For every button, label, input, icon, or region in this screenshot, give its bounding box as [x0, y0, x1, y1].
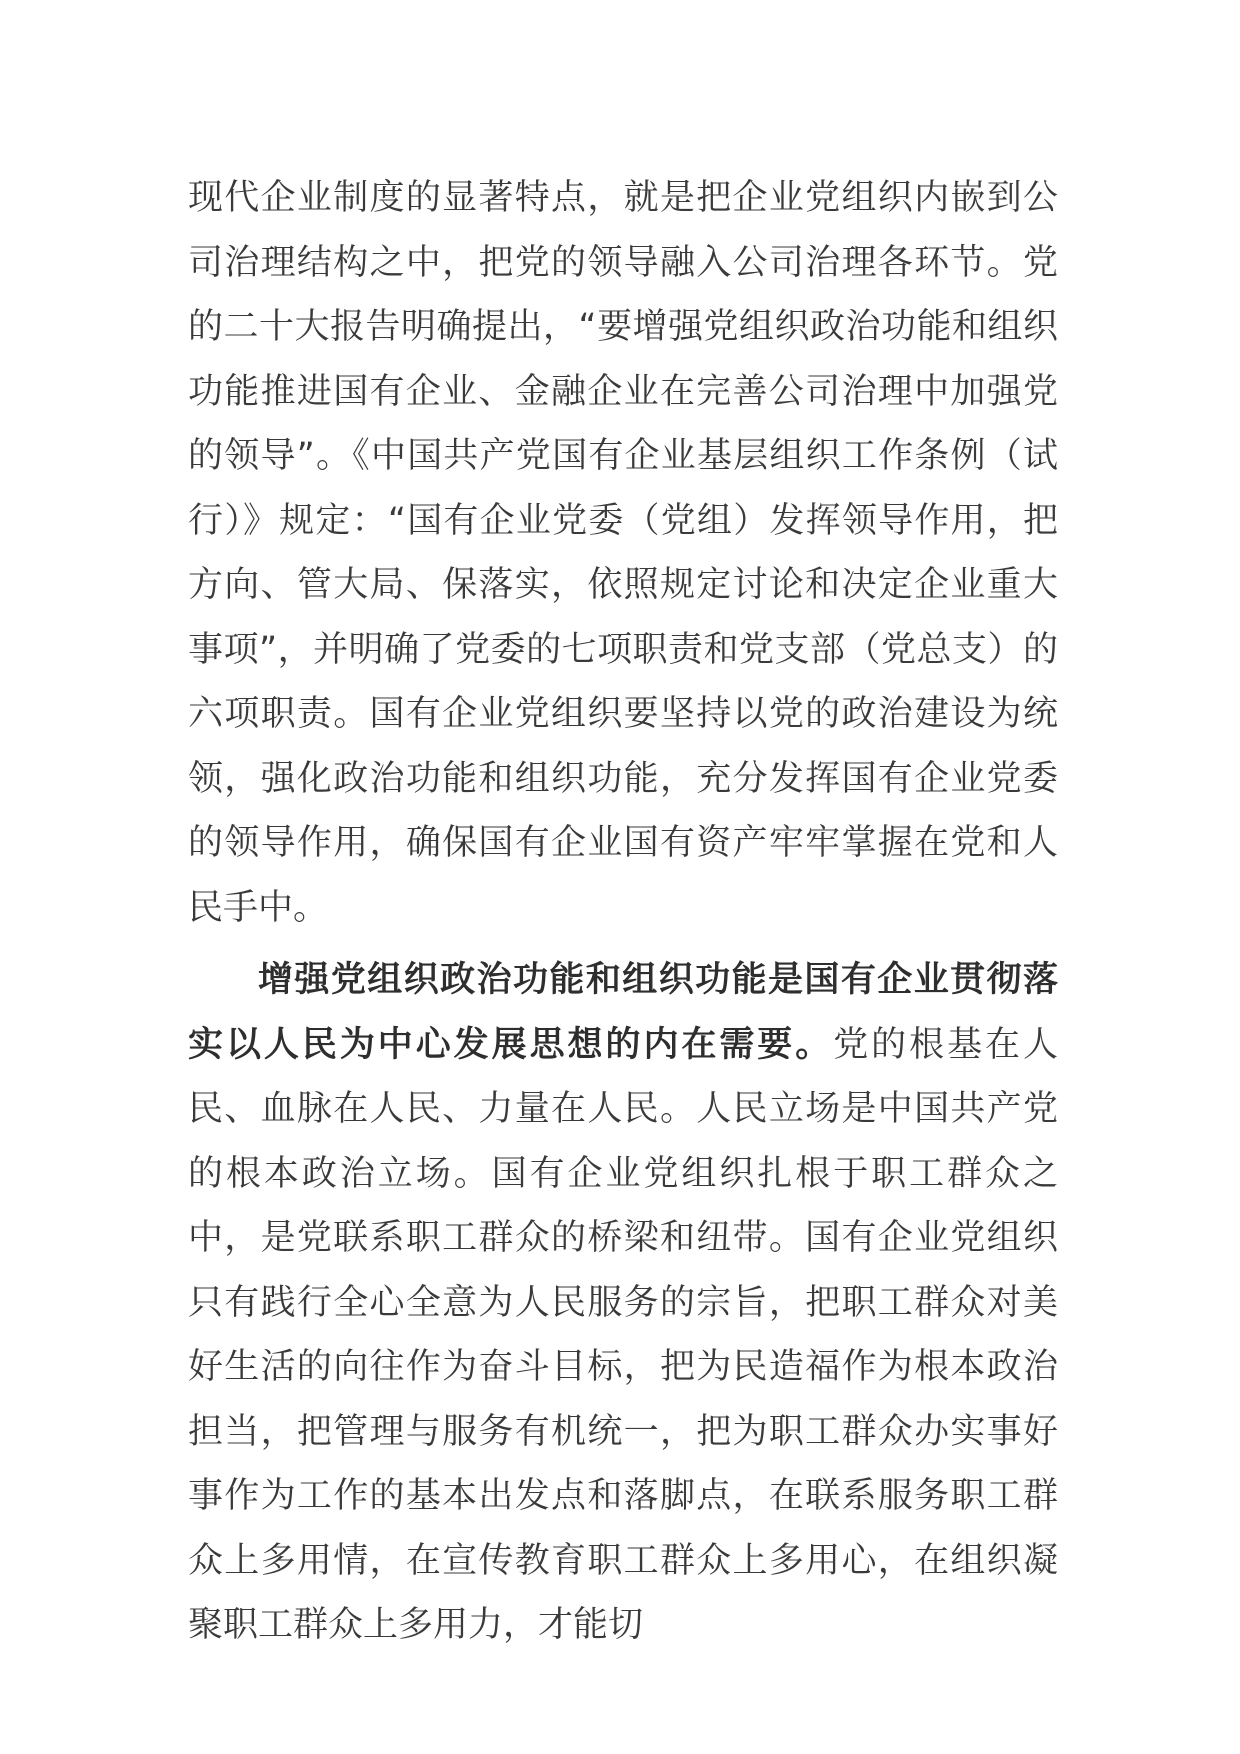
paragraph-1-text: 现代企业制度的显著特点，就是把企业党组织内嵌到公司治理结构之中，把党的领导融入公司治理各环节。党的二十大报告明确提出，“要增强党组织政治功能和组织功能推进国有企业、金融企业在完善公司治理中加强党的领导”。《中国共产党国有企业基层组织工作条例（试行）》规定：“国有企业党委（党组）发挥领导作用，把方向、管大局、保落实，依照规定讨论和决定企业重大事项”，并明确了党委的七项职责和党支部（党总支）的六项职责。国有企业党组织要坚持以党的政治建设为统领，强化政治功能和组织功能，充分发挥国有企业党委的领导作用，确保国有企业国有资产牢牢掌握在党和人民手中。 — [188, 178, 1058, 928]
paragraph-2-lead: 增强党组织政治功能和组织功能是国有企业贯彻落实以人民为中心发展思想的内在需要。 — [188, 960, 1058, 1065]
body-text — [188, 166, 1058, 1658]
paragraph-2-text: 党的根基在人民、血脉在人民、力量在人民。人民立场是中国共产党的根本政治立场。国有企业党组织扎根于职工群众之中，是党联系职工群众的桥梁和纽带。国有企业党组织只有践行全心全意为人民服务的宗旨，把职工群众对美好生活的向往作为奋斗目标，把为民造福作为根本政治担当，把管理与服务有机统一，把为职工群众办实事好事作为工作的基本出发点和落脚点，在联系服务职工群众上多用情，在宣传教育职工群众上多用心，在组织凝聚职工群众上多用力，才能切 — [188, 1024, 1058, 1645]
paragraph-2 — [188, 948, 1058, 1658]
paragraph-1 — [188, 166, 1058, 940]
